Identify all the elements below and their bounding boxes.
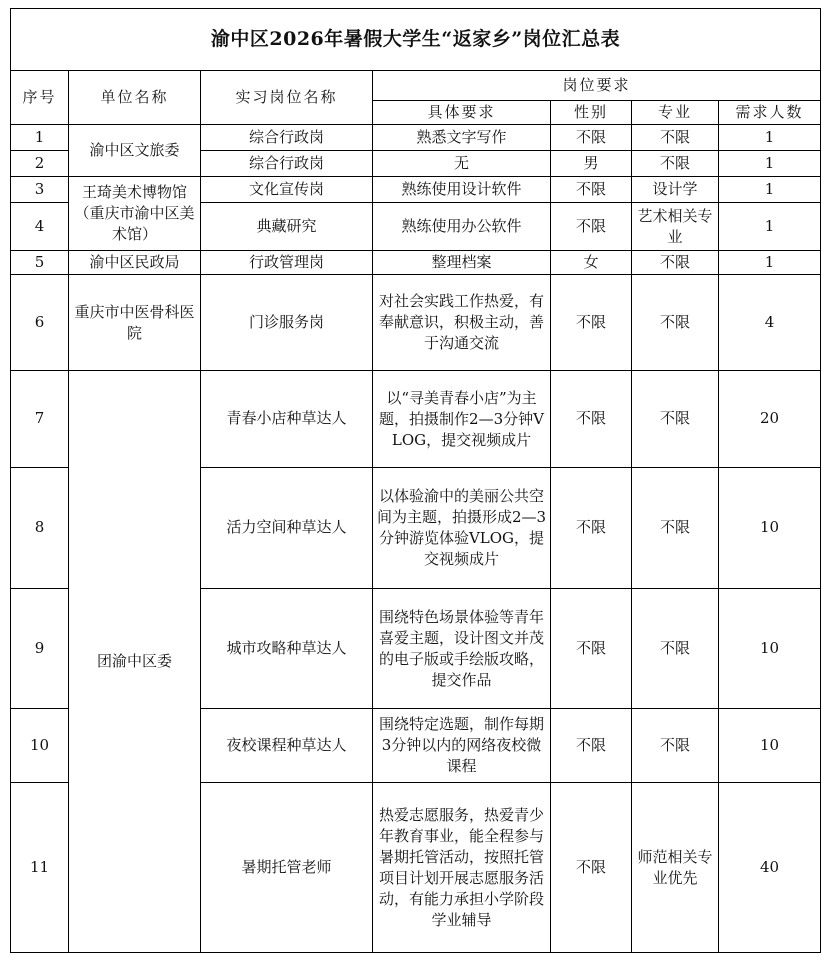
cell-gender: 不限 xyxy=(551,203,632,251)
cell-count: 10 xyxy=(719,468,821,589)
cell-detail: 围绕特定选题，制作每期3分钟以内的网络夜校微课程 xyxy=(373,709,551,783)
cell-gender: 不限 xyxy=(551,275,632,371)
header-detail: 具体要求 xyxy=(373,101,551,125)
table-row xyxy=(11,177,821,203)
cell-detail: 熟练使用办公软件 xyxy=(373,203,551,251)
cell-count: 40 xyxy=(719,783,821,953)
cell-major: 不限 xyxy=(632,589,719,709)
header-gender: 性别 xyxy=(551,101,632,125)
cell-detail: 熟悉文字写作 xyxy=(373,125,551,151)
cell-position: 暑期托管老师 xyxy=(201,783,373,953)
cell-major: 不限 xyxy=(632,468,719,589)
cell-major: 艺术相关专业 xyxy=(632,203,719,251)
cell-seq: 7 xyxy=(11,371,69,468)
cell-detail: 以体验渝中的美丽公共空间为主题，拍摄形成2—3分钟游览体验VLOG，提交视频成片 xyxy=(373,468,551,589)
cell-seq: 3 xyxy=(11,177,69,203)
cell-major: 不限 xyxy=(632,151,719,177)
header-position: 实习岗位名称 xyxy=(201,71,373,125)
cell-position: 夜校课程种草达人 xyxy=(201,709,373,783)
header-seq: 序号 xyxy=(11,71,69,125)
cell-position: 门诊服务岗 xyxy=(201,275,373,371)
cell-seq: 9 xyxy=(11,589,69,709)
cell-unit: 渝中区民政局 xyxy=(69,251,201,275)
cell-unit: 渝中区文旅委 xyxy=(69,125,201,177)
cell-position: 文化宣传岗 xyxy=(201,177,373,203)
cell-position: 综合行政岗 xyxy=(201,151,373,177)
table-row xyxy=(11,125,821,151)
cell-gender: 不限 xyxy=(551,589,632,709)
header-requirements: 岗位要求 xyxy=(373,71,821,101)
cell-gender: 不限 xyxy=(551,783,632,953)
table-row xyxy=(11,251,821,275)
cell-seq: 10 xyxy=(11,709,69,783)
cell-major: 不限 xyxy=(632,371,719,468)
cell-position: 综合行政岗 xyxy=(201,125,373,151)
cell-gender: 不限 xyxy=(551,177,632,203)
cell-position: 行政管理岗 xyxy=(201,251,373,275)
cell-unit: 王琦美术博物馆（重庆市渝中区美术馆） xyxy=(69,177,201,251)
table-row xyxy=(11,371,821,468)
cell-gender: 女 xyxy=(551,251,632,275)
cell-position: 典藏研究 xyxy=(201,203,373,251)
header-major: 专业 xyxy=(632,101,719,125)
cell-count: 10 xyxy=(719,709,821,783)
cell-unit: 团渝中区委 xyxy=(69,371,201,953)
cell-count: 1 xyxy=(719,125,821,151)
cell-count: 1 xyxy=(719,203,821,251)
cell-detail: 以“寻美青春小店”为主题，拍摄制作2—3分钟VLOG，提交视频成片 xyxy=(373,371,551,468)
cell-count: 1 xyxy=(719,151,821,177)
cell-detail: 围绕特色场景体验等青年喜爱主题，设计图文并茂的电子版或手绘版攻略，提交作品 xyxy=(373,589,551,709)
cell-count: 20 xyxy=(719,371,821,468)
cell-count: 1 xyxy=(719,251,821,275)
cell-seq: 2 xyxy=(11,151,69,177)
cell-major: 师范相关专业优先 xyxy=(632,783,719,953)
cell-seq: 5 xyxy=(11,251,69,275)
cell-seq: 6 xyxy=(11,275,69,371)
cell-count: 4 xyxy=(719,275,821,371)
cell-major: 不限 xyxy=(632,275,719,371)
position-summary-table xyxy=(10,8,821,953)
cell-gender: 不限 xyxy=(551,468,632,589)
cell-count: 10 xyxy=(719,589,821,709)
cell-detail: 整理档案 xyxy=(373,251,551,275)
header-unit: 单位名称 xyxy=(69,71,201,125)
table-row xyxy=(11,275,821,371)
cell-position: 青春小店种草达人 xyxy=(201,371,373,468)
cell-detail: 熟练使用设计软件 xyxy=(373,177,551,203)
cell-major: 不限 xyxy=(632,709,719,783)
cell-detail: 无 xyxy=(373,151,551,177)
cell-position: 城市攻略种草达人 xyxy=(201,589,373,709)
cell-seq: 1 xyxy=(11,125,69,151)
table-title: 渝中区2026年暑假大学生“返家乡”岗位汇总表 xyxy=(11,9,821,71)
cell-detail: 热爱志愿服务，热爱青少年教育事业，能全程参与暑期托管活动，按照托管项目计划开展志愿服务活动，有能力承担小学阶段学业辅导 xyxy=(373,783,551,953)
cell-gender: 不限 xyxy=(551,371,632,468)
cell-major: 设计学 xyxy=(632,177,719,203)
cell-gender: 不限 xyxy=(551,709,632,783)
cell-gender: 不限 xyxy=(551,125,632,151)
cell-major: 不限 xyxy=(632,251,719,275)
cell-unit: 重庆市中医骨科医院 xyxy=(69,275,201,371)
header-count: 需求人数 xyxy=(719,101,821,125)
cell-seq: 4 xyxy=(11,203,69,251)
cell-detail: 对社会实践工作热爱，有奉献意识，积极主动，善于沟通交流 xyxy=(373,275,551,371)
header-row-1 xyxy=(11,71,821,101)
cell-count: 1 xyxy=(719,177,821,203)
summary-sheet xyxy=(10,8,820,964)
cell-gender: 男 xyxy=(551,151,632,177)
cell-position: 活力空间种草达人 xyxy=(201,468,373,589)
cell-seq: 11 xyxy=(11,783,69,953)
cell-major: 不限 xyxy=(632,125,719,151)
cell-seq: 8 xyxy=(11,468,69,589)
title-row xyxy=(11,9,821,71)
